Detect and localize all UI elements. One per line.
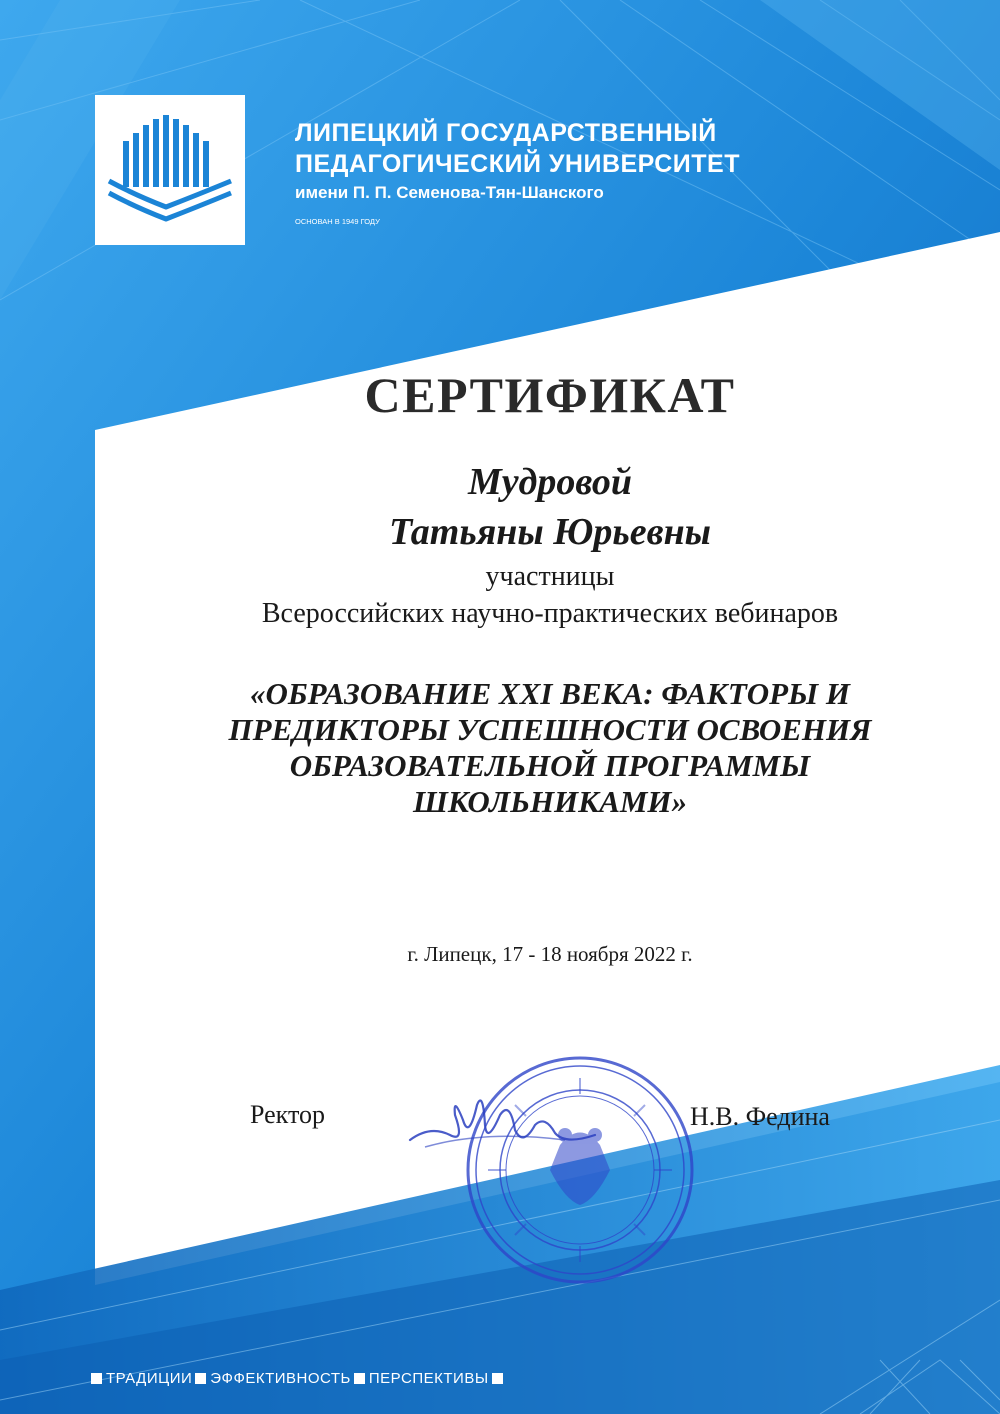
square-bullet-icon — [492, 1373, 503, 1384]
square-bullet-icon — [91, 1373, 102, 1384]
university-name-line3: имени П. П. Семенова-Тян-Шанского — [295, 183, 604, 202]
university-name-line1: ЛИПЕЦКИЙ ГОСУДАРСТВЕННЫЙ — [295, 119, 717, 147]
recipient-surname: Мудровой — [467, 461, 632, 503]
footer-motto — [88, 1370, 507, 1387]
event-topic-line: ПРЕДИКТОРЫ УСПЕШНОСТИ ОСВОЕНИЯ — [228, 712, 872, 747]
footer-item: ТРАДИЦИИ — [106, 1370, 193, 1387]
square-bullet-icon — [354, 1373, 365, 1384]
recipient-role: участницы — [485, 561, 615, 592]
signatory-role: Ректор — [250, 1100, 325, 1129]
event-topic-line: ШКОЛЬНИКАМИ» — [412, 784, 688, 819]
event-description: Всероссийских научно-практических вебинаров — [261, 598, 839, 629]
university-name — [295, 118, 740, 226]
event-topic-line: «ОБРАЗОВАНИЕ XXI ВЕКА: ФАКТОРЫ И — [249, 676, 851, 711]
university-founded: ОСНОВАН В 1949 ГОДУ — [295, 217, 380, 226]
event-topic-line: ОБРАЗОВАТЕЛЬНОЙ ПРОГРАММЫ — [289, 748, 811, 783]
event-topic — [0, 676, 1000, 820]
footer-item: ПЕРСПЕКТИВЫ — [368, 1370, 489, 1387]
square-bullet-icon — [195, 1373, 206, 1384]
university-logo — [95, 95, 245, 245]
footer-item: ЭФФЕКТИВНОСТЬ — [210, 1370, 351, 1387]
handwritten-signature — [405, 1085, 605, 1165]
recipient-given-names: Татьяны Юрьевны — [388, 511, 712, 553]
book-columns-icon — [95, 95, 245, 245]
signatory-name: Н.В. Федина — [690, 1102, 830, 1131]
certificate-title: СЕРТИФИКАТ — [364, 367, 736, 423]
place-and-date: г. Липецк, 17 - 18 ноября 2022 г. — [407, 942, 693, 966]
university-name-line2: ПЕДАГОГИЧЕСКИЙ УНИВЕРСИТЕТ — [295, 150, 740, 178]
